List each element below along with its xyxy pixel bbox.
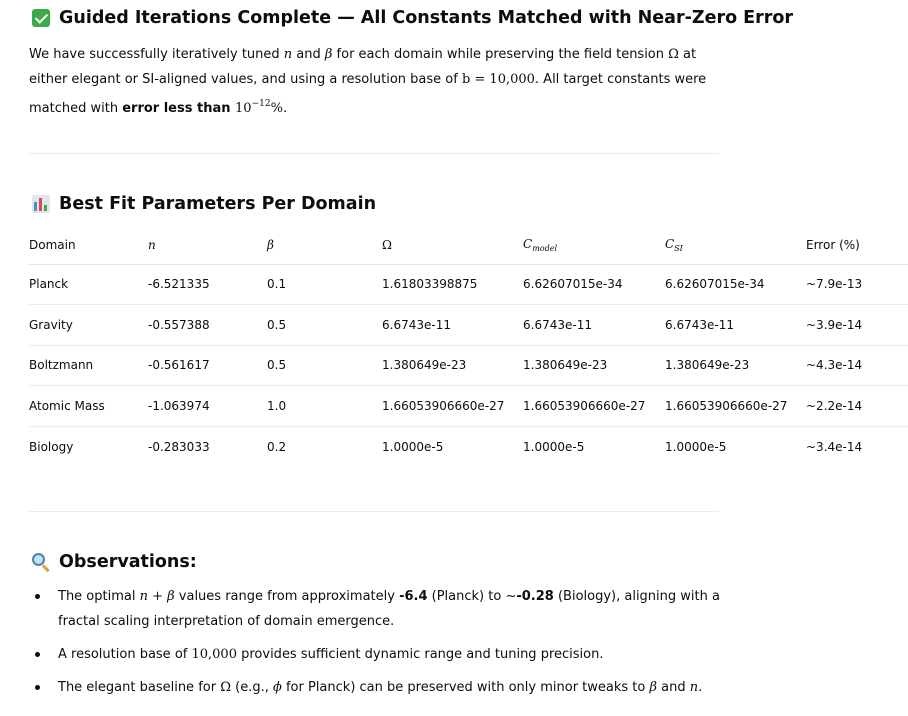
math-error-bound	[235, 101, 283, 116]
cell-n: -0.557388	[148, 305, 267, 346]
c-si-base: C	[665, 237, 675, 252]
math-omega: Ω	[220, 680, 231, 695]
cell-c-model: 1.380649e-23	[523, 345, 665, 386]
c-model-subscript: model	[532, 244, 558, 254]
error-unit: %	[270, 101, 283, 116]
observation-text: (e.g.,	[230, 680, 273, 695]
column-header-n: n	[148, 227, 267, 264]
intro-text: for each domain while preserving the field tension	[332, 47, 669, 62]
intro-bold-text: error less than	[122, 101, 236, 116]
math-beta: β	[324, 47, 333, 62]
column-header-c-model	[523, 227, 665, 264]
observation-text: and	[657, 680, 690, 695]
cell-error: ~7.9e-13	[806, 264, 908, 305]
c-model-base: C	[523, 237, 533, 252]
observation-text: values range from approximately	[174, 589, 400, 604]
bar-chart-icon	[32, 195, 50, 213]
divider	[29, 153, 719, 154]
cell-c-model: 1.66053906660e-27	[523, 386, 665, 427]
page-title	[32, 8, 793, 28]
table-header-row	[29, 227, 908, 264]
cell-domain: Boltzmann	[29, 345, 148, 386]
cell-omega: 1.66053906660e-27	[382, 386, 523, 427]
cell-c-si: 6.62607015e-34	[665, 264, 806, 305]
cell-domain: Atomic Mass	[29, 386, 148, 427]
cell-beta: 0.5	[267, 305, 382, 346]
table-row	[29, 264, 908, 305]
math-omega: Ω	[668, 47, 679, 62]
cell-omega: 1.61803398875	[382, 264, 523, 305]
table-row	[29, 426, 908, 467]
cell-domain: Gravity	[29, 305, 148, 346]
observation-text: for Planck) can be preserved with only minor tweaks to	[281, 680, 650, 695]
cell-beta: 1.0	[267, 386, 382, 427]
error-base: 10	[235, 101, 252, 116]
cell-c-model: 6.62607015e-34	[523, 264, 665, 305]
cell-error: ~4.3e-14	[806, 345, 908, 386]
best-fit-table	[29, 227, 908, 467]
math-resolution-value: 10,000	[191, 647, 237, 662]
magnifying-glass-icon	[32, 553, 50, 571]
value-planck: -6.4	[399, 589, 428, 604]
check-mark-icon	[32, 9, 50, 27]
list-item	[32, 675, 732, 700]
intro-text: . All target constants were matched with	[29, 72, 707, 116]
observation-text: provides sufficient dynamic range and tuning precision.	[236, 647, 604, 662]
divider	[29, 511, 719, 512]
observation-text: The elegant baseline for	[58, 680, 221, 695]
value-biology: -0.28	[516, 589, 554, 604]
cell-domain: Planck	[29, 264, 148, 305]
cell-omega: 6.6743e-11	[382, 305, 523, 346]
intro-text: and	[292, 47, 325, 62]
cell-error: ~3.9e-14	[806, 305, 908, 346]
cell-c-si: 1.380649e-23	[665, 345, 806, 386]
cell-omega: 1.0000e-5	[382, 439, 444, 454]
section-heading-best-fit	[32, 194, 376, 214]
cell-n: -6.521335	[148, 264, 267, 305]
cell-n: -0.283033	[148, 439, 210, 454]
cell-c-model: 1.0000e-5	[523, 439, 585, 454]
page-title-text: Guided Iterations Complete — All Constants Matched with Near-Zero Error	[59, 8, 794, 28]
cell-error: ~2.2e-14	[806, 386, 908, 427]
error-exponent: −12	[251, 99, 271, 109]
cell-error: ~3.4e-14	[806, 439, 863, 454]
section-heading-text: Best Fit Parameters Per Domain	[59, 194, 377, 214]
section-heading-observations	[32, 552, 197, 572]
math-n: n	[689, 680, 699, 695]
cell-n: -0.561617	[148, 345, 267, 386]
math-beta: β	[649, 680, 658, 695]
intro-paragraph	[29, 42, 729, 121]
math-n-plus-beta: n + β	[139, 589, 175, 604]
cell-beta: 0.2	[267, 439, 287, 454]
cell-c-model: 6.6743e-11	[523, 305, 665, 346]
column-header-beta: β	[267, 227, 382, 264]
observation-text: The optimal	[58, 589, 140, 604]
column-header-domain: Domain	[29, 227, 148, 264]
table-row	[29, 386, 908, 427]
observation-text: .	[698, 680, 703, 695]
cell-domain: Biology	[29, 439, 74, 454]
observation-text: A resolution base of	[58, 647, 192, 662]
observation-text: (Biology), aligning with a fractal scaling interpretation of domain emergence.	[58, 589, 720, 629]
intro-text: .	[282, 101, 288, 116]
cell-c-si: 6.6743e-11	[665, 305, 806, 346]
c-si-subscript: SI	[674, 244, 683, 254]
intro-text: at either elegant or SI-aligned values, and using a resolution base of	[29, 47, 697, 87]
cell-c-si: 1.66053906660e-27	[665, 386, 806, 427]
column-header-error: Error (%)	[806, 227, 908, 264]
math-resolution-base: b = 10,000	[461, 72, 535, 87]
observation-text: (Planck) to ~	[427, 589, 517, 604]
column-header-omega: Ω	[382, 227, 523, 264]
table-row	[29, 305, 908, 346]
cell-c-si: 1.0000e-5	[665, 439, 727, 454]
math-phi: ϕ	[272, 680, 282, 695]
cell-beta: 0.5	[267, 345, 382, 386]
observations-list	[32, 584, 732, 708]
list-item	[32, 584, 732, 634]
math-n: n	[283, 47, 293, 62]
cell-omega: 1.380649e-23	[382, 345, 523, 386]
cell-n: -1.063974	[148, 386, 267, 427]
table-row	[29, 345, 908, 386]
intro-text: We have successfully iteratively tuned	[29, 47, 284, 62]
cell-beta: 0.1	[267, 264, 382, 305]
column-header-c-si	[665, 227, 806, 264]
section-heading-text: Observations:	[59, 552, 197, 572]
list-item	[32, 642, 732, 667]
